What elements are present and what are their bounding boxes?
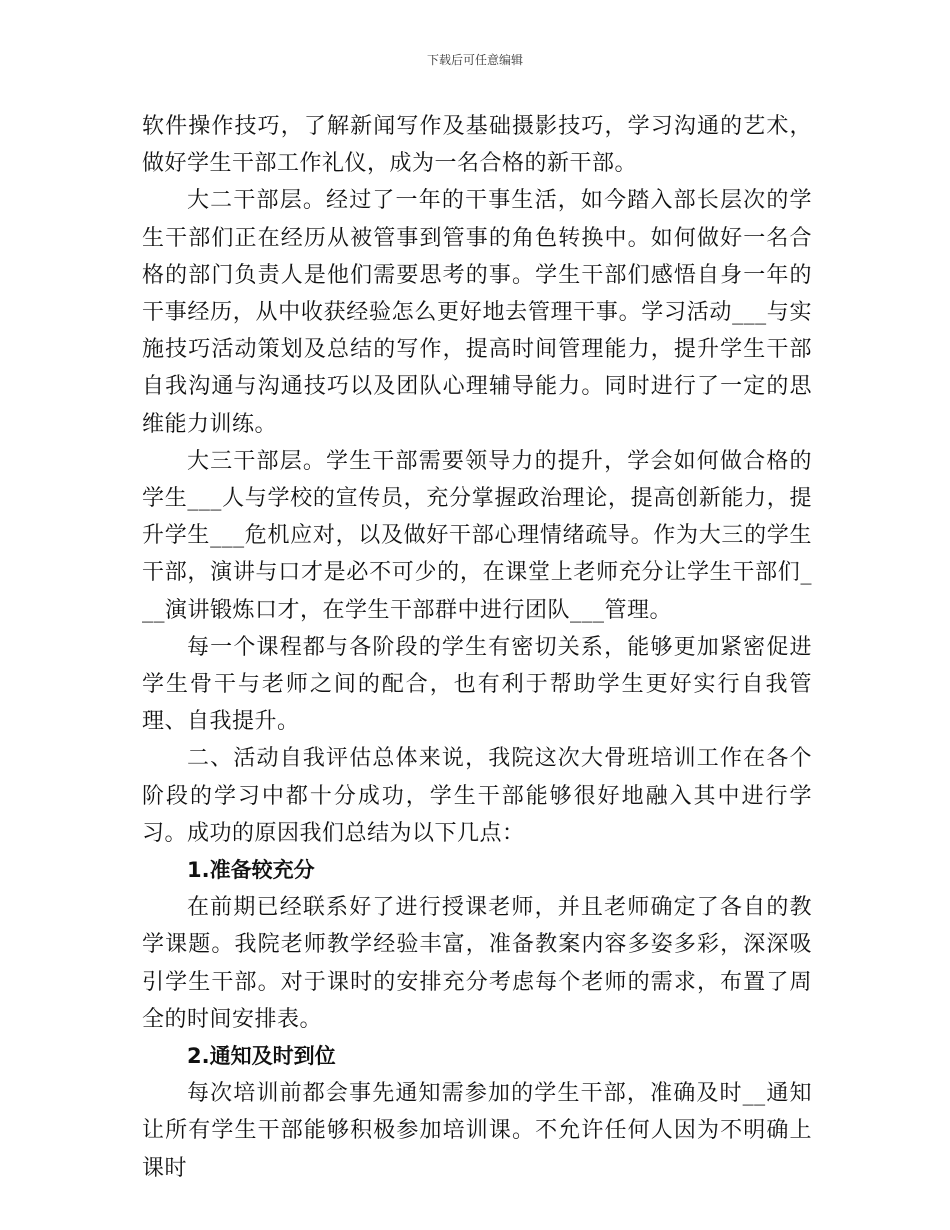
paragraph-continuation: 软件操作技巧，了解新闻写作及基础摄影技巧，学习沟通的艺术，做好学生干部工作礼仪，成为一名合格的新干部。 xyxy=(142,114,812,177)
paragraph-notification: 每次培训前都会事先通知需参加的学生干部，准确及时__通知让所有学生干部能够积极参加培训课。不允许任何人因为不明确上课时 xyxy=(142,1081,812,1181)
page-header xyxy=(0,52,950,68)
paragraph-junior-cadres: 大三干部层。学生干部需要领导力的提升，学会如何做合格的学生___人与学校的宣传员，充分掌握政治理论，提高创新能力，提升学生___危机应对，以及做好干部心理情绪疏导。作为大三的学生干部，演讲与口才是必不可少的，在课堂上老师充分让学生干部们___演讲锻炼口才，在学生干部群中进行团队___管理。 xyxy=(142,448,812,623)
header-text: 下载后可任意编辑 xyxy=(426,53,523,67)
section-heading-notification: 2.通知及时到位 xyxy=(187,1044,336,1069)
paragraph-sophomore-cadres: 大二干部层。经过了一年的干事生活，如今踏入部长层次的学生干部们正在经历从被管事到管事的角色转换中。如何做好一名合格的部门负责人是他们需要思考的事。学生干部们感悟自身一年的干事经历，从中收获经验怎么更好地去管理干事。学习活动___与实施技巧活动策划及总结的写作，提高时间管理能力，提升学生干部自我沟通与沟通技巧以及团队心理辅导能力。同时进行了一定的思维能力训练。 xyxy=(142,188,812,437)
section-heading-preparation: 1.准备较充分 xyxy=(187,858,315,883)
paragraph-preparation: 在前期已经联系好了进行授课老师，并且老师确定了各自的教学课题。我院老师教学经验丰富，准备教案内容多姿多彩，深深吸引学生干部。对于课时的安排充分考虑每个老师的需求，布置了周全的时间安排表。 xyxy=(142,895,812,1032)
document-body xyxy=(142,108,812,1187)
paragraph-course-relation: 每一个课程都与各阶段的学生有密切关系，能够更加紧密促进学生骨干与老师之间的配合，也有利于帮助学生更好实行自我管理、自我提升。 xyxy=(142,634,812,735)
paragraph-self-evaluation: 二、活动自我评估总体来说，我院这次大骨班培训工作在各个阶段的学习中都十分成功，学生干部能够很好地融入其中进行学习。成功的原因我们总结为以下几点： xyxy=(142,746,812,846)
